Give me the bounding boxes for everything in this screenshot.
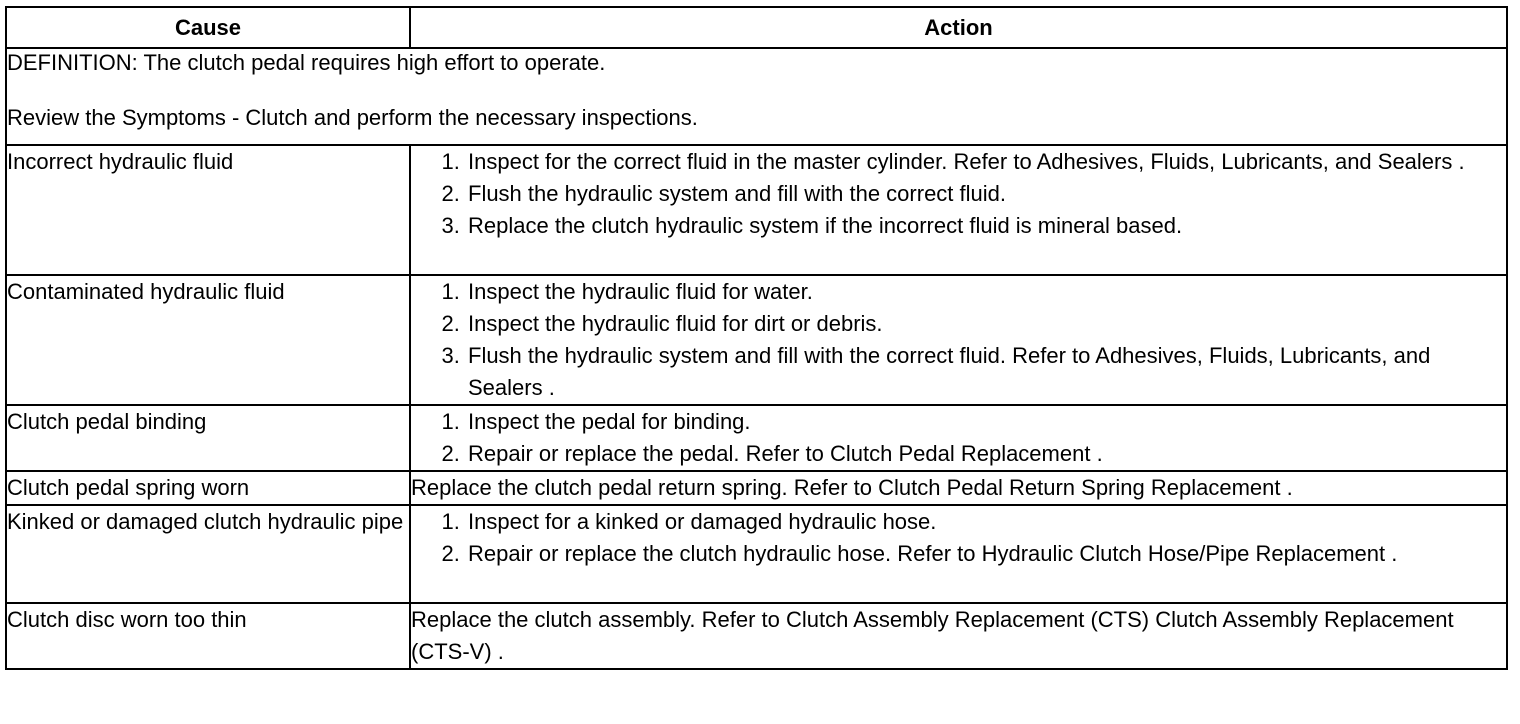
- action-cell: Replace the clutch pedal return spring. Refer to Clutch Pedal Return Spring Replacement .: [410, 471, 1507, 505]
- action-steps: [411, 276, 1506, 404]
- action-cell: [410, 405, 1507, 471]
- action-step: 2. Repair or replace the clutch hydraulic hose. Refer to Hydraulic Clutch Hose/Pipe Replacement .: [466, 538, 1506, 570]
- action-cell: [410, 275, 1507, 405]
- table-row: [6, 405, 1507, 471]
- definition-cell: [6, 48, 1507, 145]
- action-step: 2. Repair or replace the pedal. Refer to Clutch Pedal Replacement .: [466, 438, 1506, 470]
- action-steps: [411, 406, 1506, 470]
- action-steps: [411, 146, 1506, 242]
- action-step: 3. Flush the hydraulic system and fill with the correct fluid. Refer to Adhesives, Fluids, Lubricants, and Sealers .: [466, 340, 1506, 404]
- table-row: [6, 603, 1507, 669]
- cause-cell: Clutch pedal spring worn: [6, 471, 410, 505]
- action-step: 2. Flush the hydraulic system and fill with the correct fluid.: [466, 178, 1506, 210]
- cause-cell: Kinked or damaged clutch hydraulic pipe: [6, 505, 410, 603]
- action-header: Action: [410, 7, 1507, 48]
- review-text: Review the Symptoms - Clutch and perform the necessary inspections.: [7, 105, 698, 130]
- diagnostic-table: [5, 6, 1508, 670]
- action-step: 1. Inspect the pedal for binding.: [466, 406, 1506, 438]
- cause-cell: Clutch disc worn too thin: [6, 603, 410, 669]
- definition-row: [6, 48, 1507, 145]
- cause-cell: Incorrect hydraulic fluid: [6, 145, 410, 275]
- action-step: 2. Inspect the hydraulic fluid for dirt or debris.: [466, 308, 1506, 340]
- cause-cell: Clutch pedal binding: [6, 405, 410, 471]
- action-step: 1. Inspect for the correct fluid in the master cylinder. Refer to Adhesives, Fluids, Lubricants, and Sealers .: [466, 146, 1506, 178]
- action-cell: [410, 145, 1507, 275]
- table-row: [6, 505, 1507, 603]
- table-row: [6, 275, 1507, 405]
- table-row: [6, 471, 1507, 505]
- action-step: 1. Inspect the hydraulic fluid for water.: [466, 276, 1506, 308]
- cause-header: Cause: [6, 7, 410, 48]
- action-cell: [410, 505, 1507, 603]
- definition-text: DEFINITION: The clutch pedal requires high effort to operate.: [7, 50, 606, 75]
- action-steps: [411, 506, 1506, 570]
- cause-cell: Contaminated hydraulic fluid: [6, 275, 410, 405]
- action-step: 3. Replace the clutch hydraulic system if the incorrect fluid is mineral based.: [466, 210, 1506, 242]
- action-step: 1. Inspect for a kinked or damaged hydraulic hose.: [466, 506, 1506, 538]
- header-row: [6, 7, 1507, 48]
- table-row: [6, 145, 1507, 275]
- action-cell: Replace the clutch assembly. Refer to Clutch Assembly Replacement (CTS) Clutch Assembly Replacement (CTS-V) .: [410, 603, 1507, 669]
